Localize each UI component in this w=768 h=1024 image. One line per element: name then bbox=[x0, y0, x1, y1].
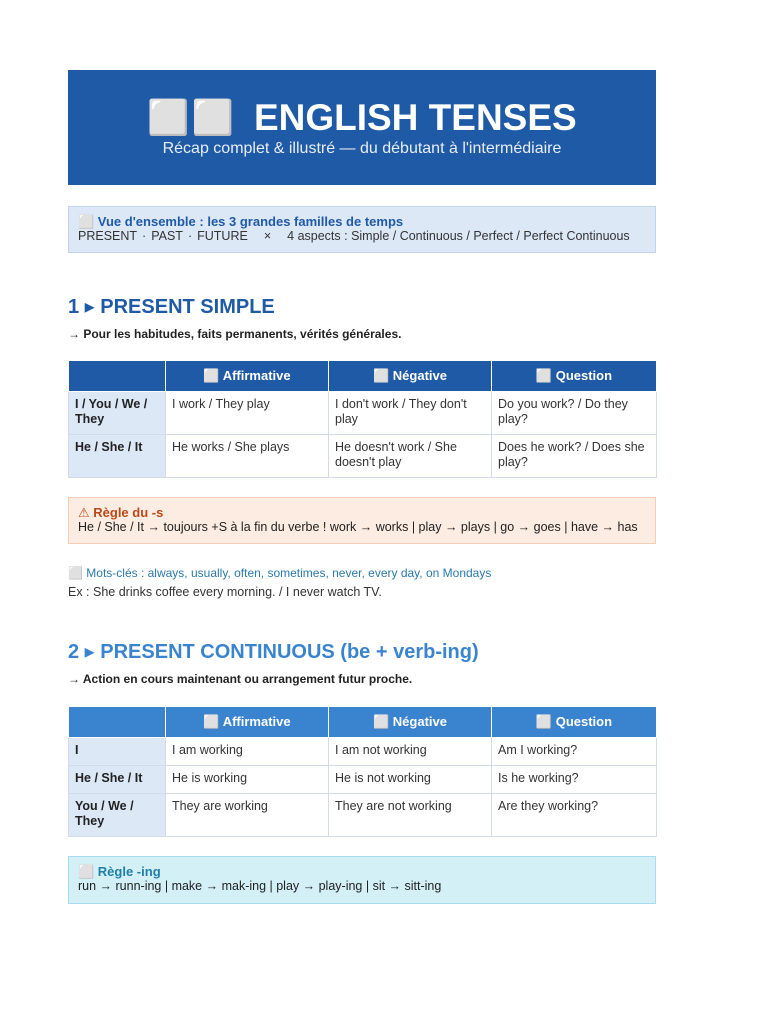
negative-cell: They are not working bbox=[329, 794, 492, 837]
subject-cell: He / She / It bbox=[69, 766, 166, 794]
section-description: → Pour les habitudes, faits permanents, vérités générales. bbox=[68, 327, 402, 341]
keywords-line: ⬜ Mots-clés : always, usually, often, sometimes, never, every day, on Mondays bbox=[68, 566, 492, 580]
header-affirmative: ⬜ Affirmative bbox=[166, 361, 329, 392]
overview-box bbox=[68, 206, 656, 253]
page-subtitle: Récap complet & illustré — du débutant à l'intermédiaire bbox=[162, 140, 562, 157]
negative-cell: He is not working bbox=[329, 766, 492, 794]
rule-ing-title: ⬜ Règle -ing bbox=[78, 864, 161, 879]
subject-cell: You / We / They bbox=[69, 794, 166, 837]
table-row bbox=[69, 766, 657, 794]
rule-ing-text: run → runn-ing | make → mak-ing | play → play-ing | sit → sitt-ing bbox=[78, 879, 442, 893]
question-cell: Does he work? / Does she play? bbox=[492, 435, 657, 478]
aspects-text: 4 aspects : Simple / Continuous / Perfect / Perfect Continuous bbox=[287, 229, 630, 243]
table-row bbox=[69, 392, 657, 435]
affirmative-cell: I am working bbox=[166, 738, 329, 766]
header-question: ⬜ Question bbox=[492, 361, 657, 392]
table-header-row bbox=[69, 361, 657, 392]
rule-s-box bbox=[68, 497, 656, 544]
dot-separator: · bbox=[142, 229, 147, 243]
family-past: PAST bbox=[151, 229, 183, 243]
header-cell-empty bbox=[69, 361, 166, 392]
question-cell: Is he working? bbox=[492, 766, 657, 794]
table-row bbox=[69, 738, 657, 766]
negative-cell: He doesn't work / She doesn't play bbox=[329, 435, 492, 478]
page-title bbox=[68, 98, 656, 138]
section-title: 1 ▸ PRESENT SIMPLE bbox=[68, 296, 275, 318]
page-title-text: ENGLISH TENSES bbox=[253, 97, 577, 138]
table-row bbox=[69, 794, 657, 837]
overview-title: ⬜ Vue d'ensemble : les 3 grandes familles de temps bbox=[78, 214, 404, 229]
family-future: FUTURE bbox=[197, 229, 248, 243]
header-affirmative: ⬜ Affirmative bbox=[166, 707, 329, 738]
rule-s-title: ⚠ Règle du -s bbox=[78, 505, 164, 520]
conjugation-table bbox=[68, 706, 657, 837]
section-present-simple bbox=[68, 295, 656, 600]
rule-ing-box bbox=[68, 856, 656, 904]
flag-icons: ⬜⬜ bbox=[147, 99, 236, 137]
negative-cell: I don't work / They don't play bbox=[329, 392, 492, 435]
subject-cell: He / She / It bbox=[69, 435, 166, 478]
header-negative: ⬜ Négative bbox=[329, 707, 492, 738]
header-question: ⬜ Question bbox=[492, 707, 657, 738]
affirmative-cell: They are working bbox=[166, 794, 329, 837]
document-page bbox=[68, 70, 656, 904]
header-banner bbox=[68, 70, 656, 185]
question-cell: Am I working? bbox=[492, 738, 657, 766]
overview-line bbox=[78, 229, 646, 244]
affirmative-cell: He is working bbox=[166, 766, 329, 794]
affirmative-cell: I work / They play bbox=[166, 392, 329, 435]
family-present: PRESENT bbox=[78, 229, 138, 243]
affirmative-cell: He works / She plays bbox=[166, 435, 329, 478]
subject-cell: I / You / We / They bbox=[69, 392, 166, 435]
dot-separator: · bbox=[187, 229, 193, 243]
table-row bbox=[69, 435, 657, 478]
section-description: → Action en cours maintenant ou arrangement futur proche. bbox=[68, 672, 413, 686]
subject-cell: I bbox=[69, 738, 166, 766]
question-cell: Are they working? bbox=[492, 794, 657, 837]
conjugation-table bbox=[68, 360, 657, 478]
section-present-continuous bbox=[68, 640, 656, 904]
negative-cell: I am not working bbox=[329, 738, 492, 766]
times-sign: × bbox=[263, 229, 272, 243]
header-negative: ⬜ Négative bbox=[329, 361, 492, 392]
rule-s-text: He / She / It → toujours +S à la fin du verbe ! work → works | play → plays | go → goes | have → has bbox=[78, 520, 638, 534]
section-title: 2 ▸ PRESENT CONTINUOUS (be + verb-ing) bbox=[68, 641, 479, 663]
example-line: Ex : She drinks coffee every morning. / I never watch TV. bbox=[68, 585, 382, 599]
header-cell-empty bbox=[69, 707, 166, 738]
question-cell: Do you work? / Do they play? bbox=[492, 392, 657, 435]
table-header-row bbox=[69, 707, 657, 738]
